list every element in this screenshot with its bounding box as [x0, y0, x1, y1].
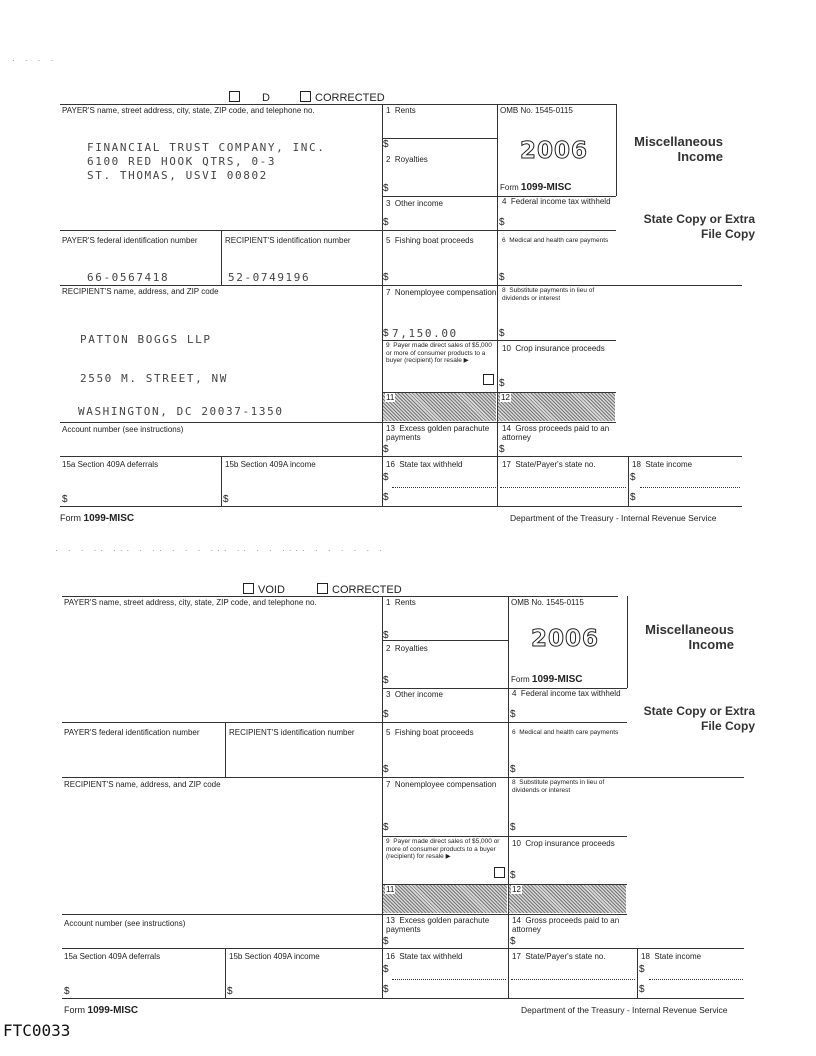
box-number: 17	[502, 460, 511, 469]
box3-label: Other income	[394, 199, 443, 208]
dollar-sign: $	[383, 183, 389, 194]
dollar-sign: $	[383, 472, 389, 483]
dollar-sign: $	[64, 986, 70, 997]
department-line: Department of the Treasury - Internal Revenue Service	[521, 1005, 728, 1015]
corrected-checkbox[interactable]	[300, 91, 385, 104]
box9-label: Payer made direct sales of $5,000 or more of consumer products to a buyer (recipient) for resale ▶	[386, 342, 492, 364]
void-label: VOID	[258, 584, 285, 596]
dollar-sign: $	[383, 328, 389, 339]
copy-designation: State Copy or Extra File Copy	[643, 704, 755, 733]
recipient-city-line: WASHINGTON, DC 20037-1350	[78, 405, 284, 418]
payer-name-label: PAYER'S name, street address, city, state, ZIP code, and telephone no.	[62, 106, 315, 115]
form-name: 1099-MISC	[83, 513, 135, 524]
box-number: 18	[641, 952, 650, 961]
box-number: 9	[386, 342, 390, 349]
box18-label: State income	[645, 460, 693, 469]
recipient-name-label: RECIPIENT'S name, address, and ZIP code	[62, 287, 219, 296]
box-number: 13	[386, 916, 395, 925]
box5-label: Fishing boat proceeds	[394, 236, 474, 245]
box10-label: Crop insurance proceeds	[515, 344, 605, 353]
form-title: Miscellaneous Income	[645, 622, 734, 652]
box-number: 14	[512, 916, 521, 925]
tax-year: 2006	[531, 626, 600, 652]
dollar-sign: $	[510, 870, 516, 881]
scan-specks: · · · ·· ··· · ·· · · · ··· ·· · · ···· · · · · · ·	[55, 546, 387, 555]
dollar-sign: $	[639, 964, 645, 975]
box-number: 16	[386, 460, 395, 469]
dollar-sign: $	[499, 217, 505, 228]
account-label: Account number (see instructions)	[64, 919, 186, 928]
box7-label: Nonemployee compensation	[394, 780, 497, 789]
omb-number: OMB No. 1545-0115	[500, 106, 573, 115]
recipient-name-line1: PATTON BOGGS LLP	[80, 333, 212, 346]
box11-label: 11	[386, 393, 395, 402]
box-number: 17	[512, 952, 521, 961]
box16-label: State tax withheld	[399, 460, 463, 469]
corrected-label: CORRECTED	[315, 92, 385, 104]
form-prefix: Form	[511, 675, 530, 684]
box-number: 6	[502, 237, 506, 244]
dollar-sign: $	[223, 494, 229, 505]
form-title: Miscellaneous Income	[634, 134, 723, 164]
payer-name-label: PAYER'S name, street address, city, state, ZIP code, and telephone no.	[64, 598, 317, 607]
dollar-sign: $	[499, 444, 505, 455]
box-number: 2	[386, 644, 391, 653]
omb-number: OMB No. 1545-0115	[511, 598, 584, 607]
dollar-sign: $	[383, 675, 389, 686]
box8-label: Substitute payments in lieu of dividends or interest	[502, 287, 595, 302]
dollar-sign: $	[383, 630, 389, 641]
box4-label: Federal income tax withheld	[520, 689, 621, 698]
dollar-sign: $	[383, 936, 389, 947]
dollar-sign: $	[639, 984, 645, 995]
box-number: 2	[386, 155, 391, 164]
box12-label: 12	[501, 393, 510, 402]
scan-specks: · · · ·	[12, 56, 58, 65]
dollar-sign: $	[383, 822, 389, 833]
box11-label: 11	[386, 885, 395, 894]
box15a-label: 15a Section 409A deferrals	[64, 952, 161, 961]
box-number: 14	[502, 424, 511, 433]
payer-city-line: ST. THOMAS, USVI 00802	[87, 169, 268, 182]
box-number: 13	[386, 424, 395, 433]
dollar-sign: $	[62, 494, 68, 505]
payer-address-line: 6100 RED HOOK QTRS, 0-3	[87, 155, 277, 168]
box-number: 7	[386, 288, 391, 297]
box-number: 5	[386, 236, 391, 245]
form-footer-label	[64, 1005, 138, 1016]
box18-label: State income	[654, 952, 702, 961]
void-checkbox[interactable]	[243, 583, 285, 596]
box13-label: Excess golden parachute payments	[386, 424, 490, 442]
department-line: Department of the Treasury - Internal Revenue Service	[510, 513, 717, 523]
box13-label: Excess golden parachute payments	[386, 916, 490, 934]
payer-name-line1: FINANCIAL TRUST COMPANY, INC.	[87, 141, 326, 154]
box-number: 16	[386, 952, 395, 961]
box-number: 4	[502, 197, 507, 206]
dollar-sign: $	[510, 764, 516, 775]
account-label: Account number (see instructions)	[62, 425, 184, 434]
recipient-address-line: 2550 M. STREET, NW	[80, 372, 229, 385]
box15b-label: 15b Section 409A income	[229, 952, 320, 961]
payer-fed-id-label: PAYER'S federal identification number	[62, 236, 198, 245]
corrected-checkbox[interactable]	[317, 583, 402, 596]
box2-label: Royalties	[394, 155, 428, 164]
dollar-sign: $	[510, 822, 516, 833]
box14-label: Gross proceeds paid to an attorney	[512, 916, 620, 934]
dollar-sign: $	[383, 217, 389, 228]
void-checkbox[interactable]	[229, 91, 270, 104]
recipient-id-label: RECIPIENT'S identification number	[229, 728, 355, 737]
box10-label: Crop insurance proceeds	[525, 839, 615, 848]
box-number: 9	[386, 838, 390, 845]
void-label: D	[262, 92, 270, 104]
box-number: 8	[512, 779, 516, 786]
box12-label: 12	[512, 885, 521, 894]
recipient-id-value: 52-0749196	[228, 271, 311, 284]
box14-label: Gross proceeds paid to an attorney	[502, 424, 610, 442]
box7-label: Nonemployee compensation	[394, 288, 497, 297]
payer-fed-id-label: PAYER'S federal identification number	[64, 728, 200, 737]
box12-shaded	[498, 393, 615, 421]
form-name: 1099-MISC	[520, 182, 572, 193]
payer-fed-id-value: 66-0567418	[87, 271, 170, 284]
box1-label: Rents	[394, 106, 416, 115]
box-number: 10	[502, 344, 511, 353]
box16-label: State tax withheld	[399, 952, 463, 961]
box-number: 18	[632, 460, 641, 469]
dollar-sign: $	[630, 492, 636, 503]
dollar-sign: $	[383, 492, 389, 503]
box11-shaded	[383, 885, 507, 913]
recipient-name-label: RECIPIENT'S name, address, and ZIP code	[64, 780, 221, 789]
box-number: 3	[386, 199, 391, 208]
box17-label: State/Payer's state no.	[515, 460, 596, 469]
box7-value: 7,150.00	[392, 327, 458, 340]
form-prefix: Form	[64, 1005, 85, 1015]
dollar-sign: $	[383, 964, 389, 975]
box6-label: Medical and health care payments	[519, 729, 619, 736]
box-number: 8	[502, 287, 506, 294]
box9-checkbox[interactable]	[494, 867, 505, 878]
dollar-sign: $	[499, 378, 505, 389]
recipient-id-label: RECIPIENT'S identification number	[225, 236, 351, 245]
box-number: 6	[512, 729, 516, 736]
corrected-label: CORRECTED	[332, 584, 402, 596]
dollar-sign: $	[227, 986, 233, 997]
box6-label: Medical and health care payments	[509, 237, 609, 244]
box-number: 1	[386, 598, 391, 607]
dollar-sign: $	[383, 764, 389, 775]
dollar-sign: $	[383, 984, 389, 995]
dollar-sign: $	[510, 709, 516, 720]
dollar-sign: $	[383, 709, 389, 720]
box3-label: Other income	[394, 690, 443, 699]
box5-label: Fishing boat proceeds	[394, 728, 474, 737]
box11-shaded	[383, 393, 496, 421]
box2-label: Royalties	[394, 644, 428, 653]
dollar-sign: $	[499, 272, 505, 283]
form-prefix: Form	[500, 183, 519, 192]
dollar-sign: $	[383, 444, 389, 455]
form-number-badge	[500, 182, 571, 193]
box-number: 4	[512, 689, 517, 698]
dollar-sign: $	[630, 472, 636, 483]
dollar-sign: $	[383, 272, 389, 283]
form-name: 1099-MISC	[531, 674, 583, 685]
box-number: 5	[386, 728, 391, 737]
copy-designation: State Copy or Extra File Copy	[643, 212, 755, 241]
box9-checkbox[interactable]	[483, 374, 494, 385]
box-number: 1	[386, 106, 391, 115]
form-bottom	[0, 492, 816, 1056]
dollar-sign: $	[510, 936, 516, 947]
box12-shaded	[509, 885, 626, 913]
form-number-badge	[511, 674, 582, 685]
box15b-label: 15b Section 409A income	[225, 460, 316, 469]
box8-label: Substitute payments in lieu of dividends or interest	[512, 779, 605, 794]
form-name: 1099-MISC	[87, 1005, 139, 1016]
box17-label: State/Payer's state no.	[525, 952, 606, 961]
bates-stamp: FTC0033	[3, 1021, 71, 1040]
dollar-sign: $	[383, 139, 389, 150]
box9-label: Payer made direct sales of $5,000 or more of consumer products to a buyer (recipient) for resale ▶	[386, 838, 500, 860]
box1-label: Rents	[394, 598, 416, 607]
form-prefix: Form	[60, 513, 81, 523]
box15a-label: 15a Section 409A deferrals	[62, 460, 159, 469]
box-number: 3	[386, 690, 391, 699]
box4-label: Federal income tax withheld	[510, 197, 611, 206]
box-number: 7	[386, 780, 391, 789]
tax-year: 2006	[520, 138, 589, 164]
dollar-sign: $	[499, 328, 505, 339]
box-number: 10	[512, 839, 521, 848]
